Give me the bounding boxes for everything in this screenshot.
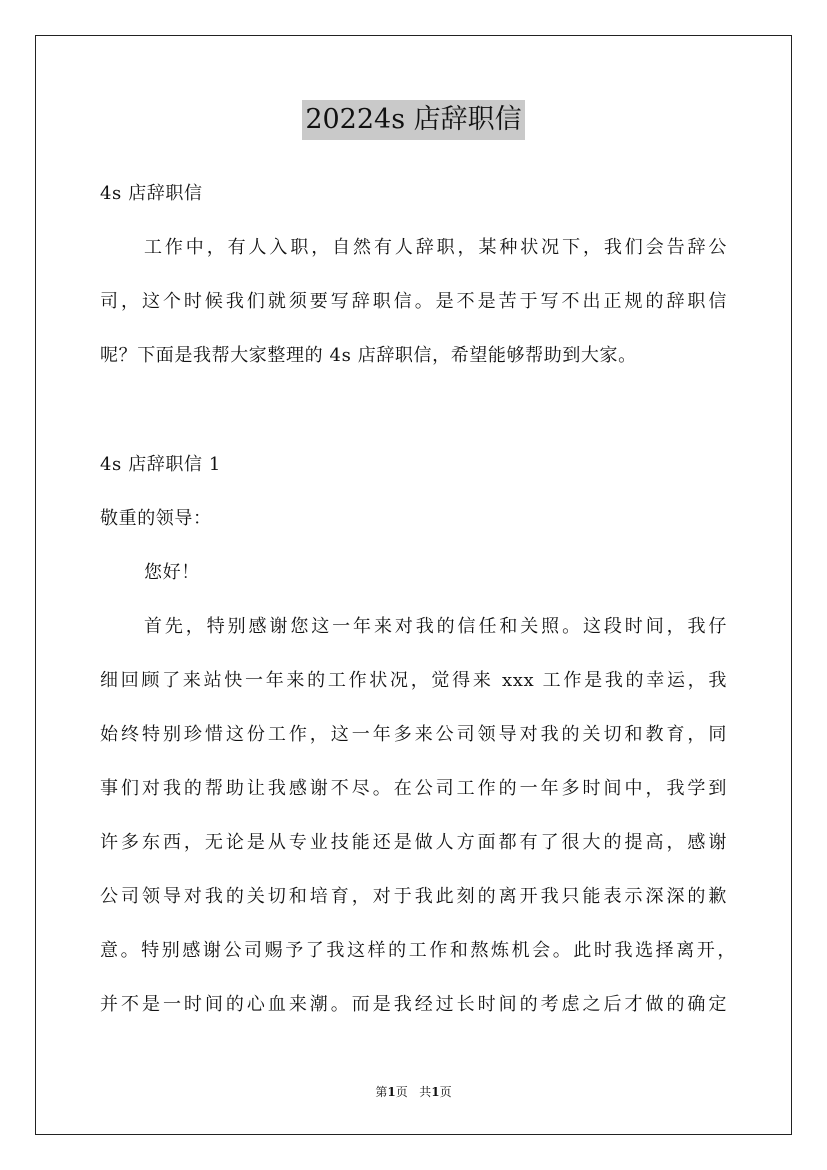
intro-line-2: 司，这个时候我们就须要写辞职信。是不是苦于写不出正规的辞职信 [100, 291, 727, 312]
page-number: 1 [387, 1085, 396, 1099]
document-title: 20224s 店辞职信 [302, 100, 524, 140]
page-prefix: 第 [375, 1085, 388, 1099]
total-pages: 1 [431, 1085, 440, 1099]
body-line-7: 意。特别感谢公司赐予了我这样的工作和熬炼机会。此时我选择离开， [100, 940, 736, 961]
body-line-4: 事们对我的帮助让我感谢不尽。在公司工作的一年多时间中，我学到 [100, 778, 727, 799]
total-suffix: 页 [439, 1085, 452, 1099]
body-line-3: 始终特别珍惜这份工作，这一年多来公司领导对我的关切和教育，同 [100, 724, 727, 745]
body-line-5: 许多东西，无论是从专业技能还是做人方面都有了很大的提高，感谢 [100, 832, 727, 853]
title-container [0, 100, 827, 140]
body-line-6: 公司领导对我的关切和培育，对于我此刻的离开我只能表示深深的歉 [100, 886, 727, 907]
page-suffix: 页 [395, 1085, 408, 1099]
body-line-2: 细回顾了来站快一年来的工作状况，觉得来 xxx 工作是我的幸运，我 [100, 670, 727, 691]
intro-line-3: 呢？下面是我帮大家整理的 4s 店辞职信，希望能够帮助到大家。 [100, 345, 637, 366]
greeting: 您好！ [144, 562, 200, 583]
intro-line-1: 工作中，有人入职，自然有人辞职，某种状况下，我们会告辞公 [144, 237, 727, 258]
section-title: 4s 店辞职信 1 [100, 454, 221, 475]
total-prefix: 共 [419, 1085, 432, 1099]
document-heading: 4s 店辞职信 [100, 183, 203, 204]
salutation: 敬重的领导： [100, 508, 212, 529]
page-footer [0, 1083, 827, 1100]
body-line-8: 并不是一时间的心血来潮。而是我经过长时间的考虑之后才做的确定 [100, 994, 727, 1015]
body-line-1: 首先，特别感谢您这一年来对我的信任和关照。这段时间，我仔 [144, 616, 727, 637]
